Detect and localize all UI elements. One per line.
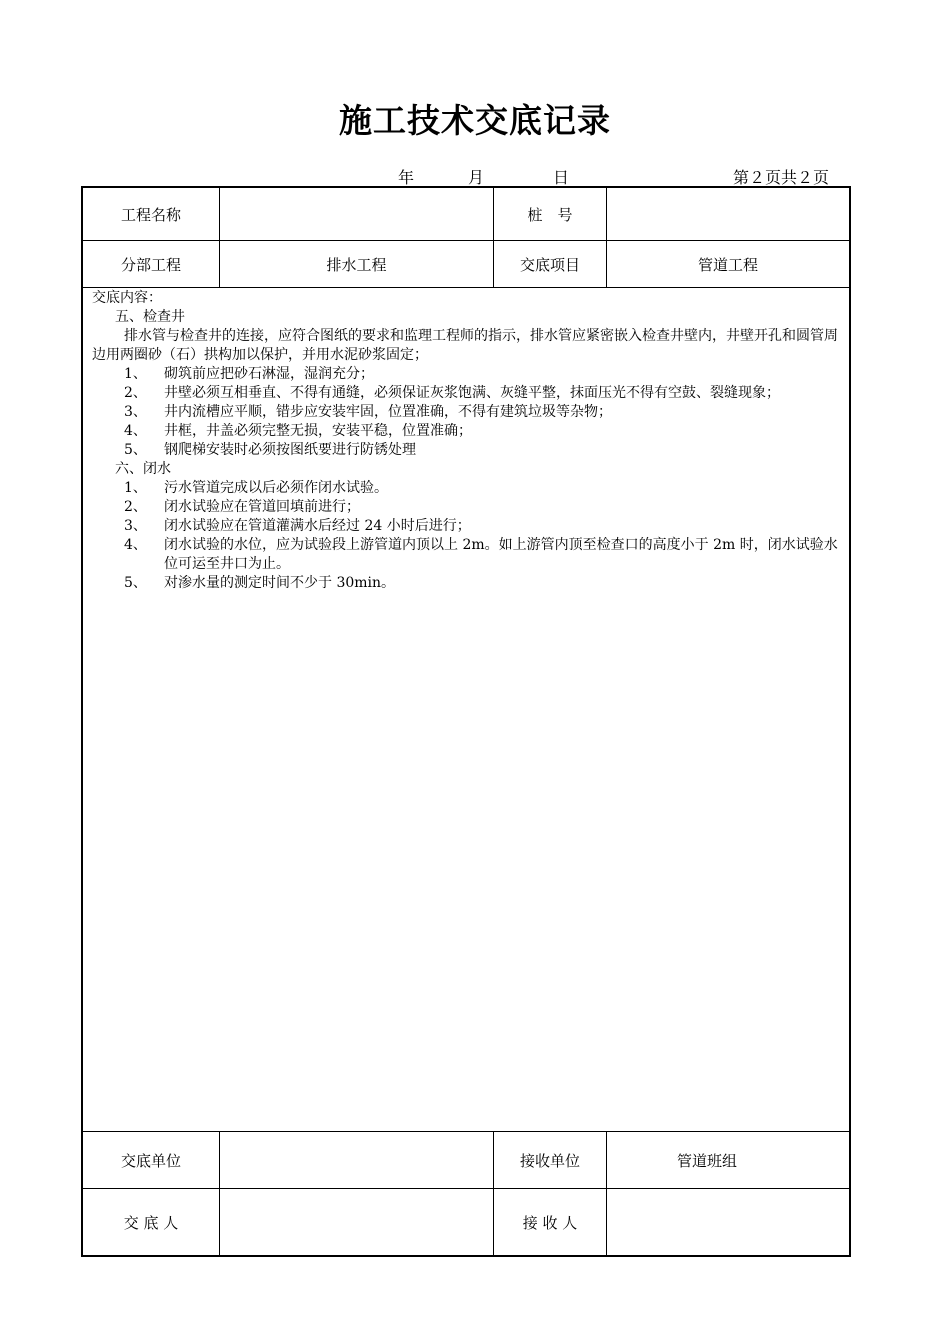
item-text: 井框，井盖必须完整无损，安装平稳，位置准确；	[164, 423, 472, 439]
project-name-field[interactable]	[220, 188, 493, 240]
issuer-field[interactable]	[220, 1189, 493, 1255]
item-number: 5、	[124, 575, 147, 591]
list-item	[92, 365, 844, 384]
receiving-unit-label: 接收单位	[519, 1151, 580, 1170]
list-item	[92, 498, 844, 517]
date-year: 年	[398, 168, 415, 187]
item-field[interactable]: 管道工程	[697, 255, 758, 274]
item-text: 对渗水量的测定时间不少于 30min。	[164, 575, 396, 591]
item-number: 1、	[124, 366, 147, 382]
station-field[interactable]	[607, 188, 849, 240]
page-info: 第２页共２页	[733, 168, 830, 187]
item-number: 2、	[124, 499, 147, 515]
item-text: 砌筑前应把砂石淋湿，湿润充分；	[164, 366, 374, 382]
list-item	[92, 441, 844, 460]
item-text: 钢爬梯安装时必须按图纸要进行防锈处理	[164, 442, 416, 458]
list-item	[92, 422, 844, 441]
receiver-label: 接 收 人	[522, 1213, 578, 1232]
section5-paragraph: 排水管与检查井的连接，应符合图纸的要求和监理工程师的指示，排水管应紧密嵌入检查井壁内，井壁开孔和圆管周边用两圈砂（石）拱构加以保护，并用水泥砂浆固定；	[92, 328, 838, 363]
item-text: 闭水试验应在管道灌满水后经过 24 小时后进行；	[164, 518, 471, 534]
item-label: 交底项目	[519, 255, 580, 274]
item-number: 4、	[124, 537, 147, 553]
item-number: 3、	[124, 518, 147, 534]
item-number: 3、	[124, 404, 147, 420]
section6-title: 六、闭水	[115, 461, 171, 477]
issuing-unit-label: 交底单位	[120, 1151, 181, 1170]
list-item	[92, 574, 844, 593]
list-item	[92, 517, 844, 536]
item-number: 5、	[124, 442, 147, 458]
item-number: 1、	[124, 480, 147, 496]
list-item	[92, 384, 844, 403]
item-text: 闭水试验的水位，应为试验段上游管道内顶以上 2m。如上游管内顶至检查口的高度小于 2m 时，闭水试验水位可运至井口为止。	[164, 537, 838, 572]
list-item	[92, 403, 844, 422]
project-name-label: 工程名称	[120, 205, 181, 224]
item-text: 井内流槽应平顺，错步应安装牢固，位置准确，不得有建筑垃圾等杂物；	[164, 404, 612, 420]
issuing-unit-field[interactable]	[220, 1132, 493, 1188]
content-heading: 交底内容：	[92, 290, 162, 306]
list-item	[92, 536, 844, 574]
station-label: 桩 号	[527, 205, 573, 224]
list-item	[92, 479, 844, 498]
disclosure-table	[81, 186, 851, 1257]
date-day: 日	[553, 168, 570, 187]
issuer-label: 交 底 人	[123, 1213, 179, 1232]
row-divider	[83, 287, 849, 288]
receiver-field[interactable]	[607, 1189, 849, 1255]
disclosure-content	[92, 289, 844, 593]
date-month: 月	[468, 168, 485, 187]
page-title: 施工技术交底记录	[339, 101, 611, 140]
item-text: 井壁必须互相垂直、不得有通缝，必须保证灰浆饱满、灰缝平整，抹面压光不得有空鼓、裂缝现象；	[164, 385, 780, 401]
receiving-unit-field[interactable]: 管道班组	[676, 1151, 737, 1170]
division-field[interactable]: 排水工程	[326, 255, 387, 274]
item-text: 闭水试验应在管道回填前进行；	[164, 499, 360, 515]
division-label: 分部工程	[120, 255, 181, 274]
item-number: 2、	[124, 385, 147, 401]
item-number: 4、	[124, 423, 147, 439]
date-row	[0, 165, 950, 185]
section5-title: 五、检查井	[115, 309, 185, 325]
item-text: 污水管道完成以后必须作闭水试验。	[164, 480, 388, 496]
